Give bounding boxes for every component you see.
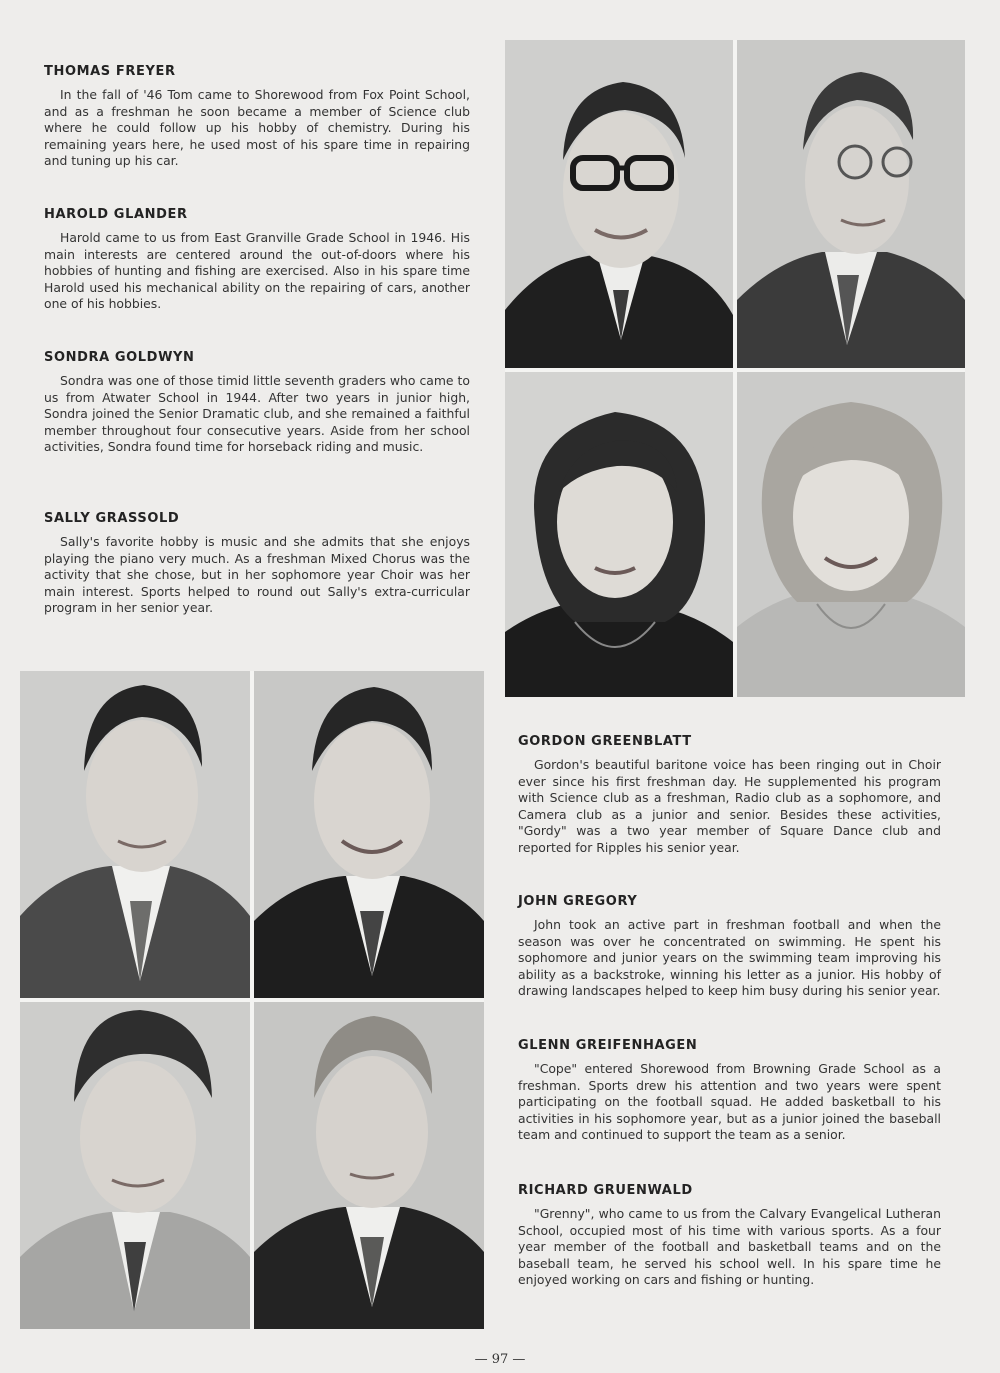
bio-name: RICHARD GRUENWALD — [518, 1183, 693, 1198]
portrait-gordon-greenblatt — [20, 671, 250, 998]
bio-sondra-goldwyn — [44, 350, 470, 456]
bio-name: GORDON GREENBLATT — [518, 734, 692, 749]
bio-sally-grassold — [44, 511, 470, 617]
bio-text: Sally's favorite hobby is music and she admits that she enjoys playing the piano very much. As a freshman Mixed Chorus was the activity that she chose, but in her sophomore year Choir was her main interest. Sports helped to round out Sally's extra-curricular program in her senior year. — [44, 534, 470, 616]
bio-text: "Cope" entered Shorewood from Browning Grade School as a freshman. Sports drew his attention and two years were spent participating on the football squad. He added basketball to his activities in his sophomore year, but as a junior joined the baseball team and continued to support the team as a senior. — [518, 1061, 941, 1143]
bio-name: HAROLD GLANDER — [44, 207, 188, 222]
bio-text: In the fall of '46 Tom came to Shorewood from Fox Point School, and as a freshman he soon became a member of Science club where he could follow up his hobby of chemistry. During his remaining years here, he used most of his spare time in repairing and tuning up his car. — [44, 87, 470, 169]
portrait-sally-grassold — [737, 372, 965, 697]
page-number: — 97 — — [474, 1352, 526, 1367]
bio-text: Gordon's beautiful baritone voice has been ringing out in Choir ever since his first freshman day. He supplemented his program with Science club as a freshman, Radio club as a sophomore, and Camera club as a junior and senior. Besides these activities, "Gordy" was a two year member of Square Dance club and reported for Ripples his senior year. — [518, 757, 941, 855]
portrait-thomas-freyer — [505, 40, 733, 368]
portrait-john-gregory — [254, 671, 484, 998]
bio-text: Harold came to us from East Granville Grade School in 1946. His main interests are centered around the out-of-doors where his hobbies of hunting and fishing are exercised. Also in his spare time Harold used his mechanical ability on the repairing of cars, another one of his hobbies. — [44, 230, 470, 312]
portrait-glenn-greifenhagen — [20, 1002, 250, 1329]
bio-name: SALLY GRASSOLD — [44, 511, 180, 526]
bio-harold-glander — [44, 207, 470, 313]
bio-gordon-greenblatt — [518, 734, 941, 857]
portrait-harold-glander — [737, 40, 965, 368]
bio-glenn-greifenhagen — [518, 1038, 941, 1144]
bio-name: GLENN GREIFENHAGEN — [518, 1038, 698, 1053]
photo-grid-top-right — [505, 40, 965, 697]
bio-thomas-freyer — [44, 64, 470, 170]
bio-name: JOHN GREGORY — [518, 894, 638, 909]
bio-text: John took an active part in freshman football and when the season was over he concentrated on swimming. He spent his sophomore and junior years on the swimming team improving his ability as a backstroke, winning his letter as a junior. His hobby of drawing landscapes helped to keep him busy during his senior year. — [518, 917, 941, 999]
bio-name: SONDRA GOLDWYN — [44, 350, 195, 365]
bio-text: Sondra was one of those timid little seventh graders who came to us from Atwater School in 1944. After two years in junior high, Sondra joined the Senior Dramatic club, and she remained a faithful member throughout four consecutive years. Aside from her school activities, Sondra found time for horseback riding and music. — [44, 373, 470, 455]
portrait-richard-gruenwald — [254, 1002, 484, 1329]
bio-text: "Grenny", who came to us from the Calvary Evangelical Lutheran School, occupied most of his time with various sports. As a four year member of the football and basketball teams and on the baseball team, he served his school well. In his spare time he enjoyed working on cars and fishing or hunting. — [518, 1206, 941, 1288]
bio-john-gregory — [518, 894, 941, 1000]
photo-grid-bottom-left — [20, 671, 484, 1329]
portrait-sondra-goldwyn — [505, 372, 733, 697]
bio-richard-gruenwald — [518, 1183, 941, 1289]
bio-name: THOMAS FREYER — [44, 64, 176, 79]
